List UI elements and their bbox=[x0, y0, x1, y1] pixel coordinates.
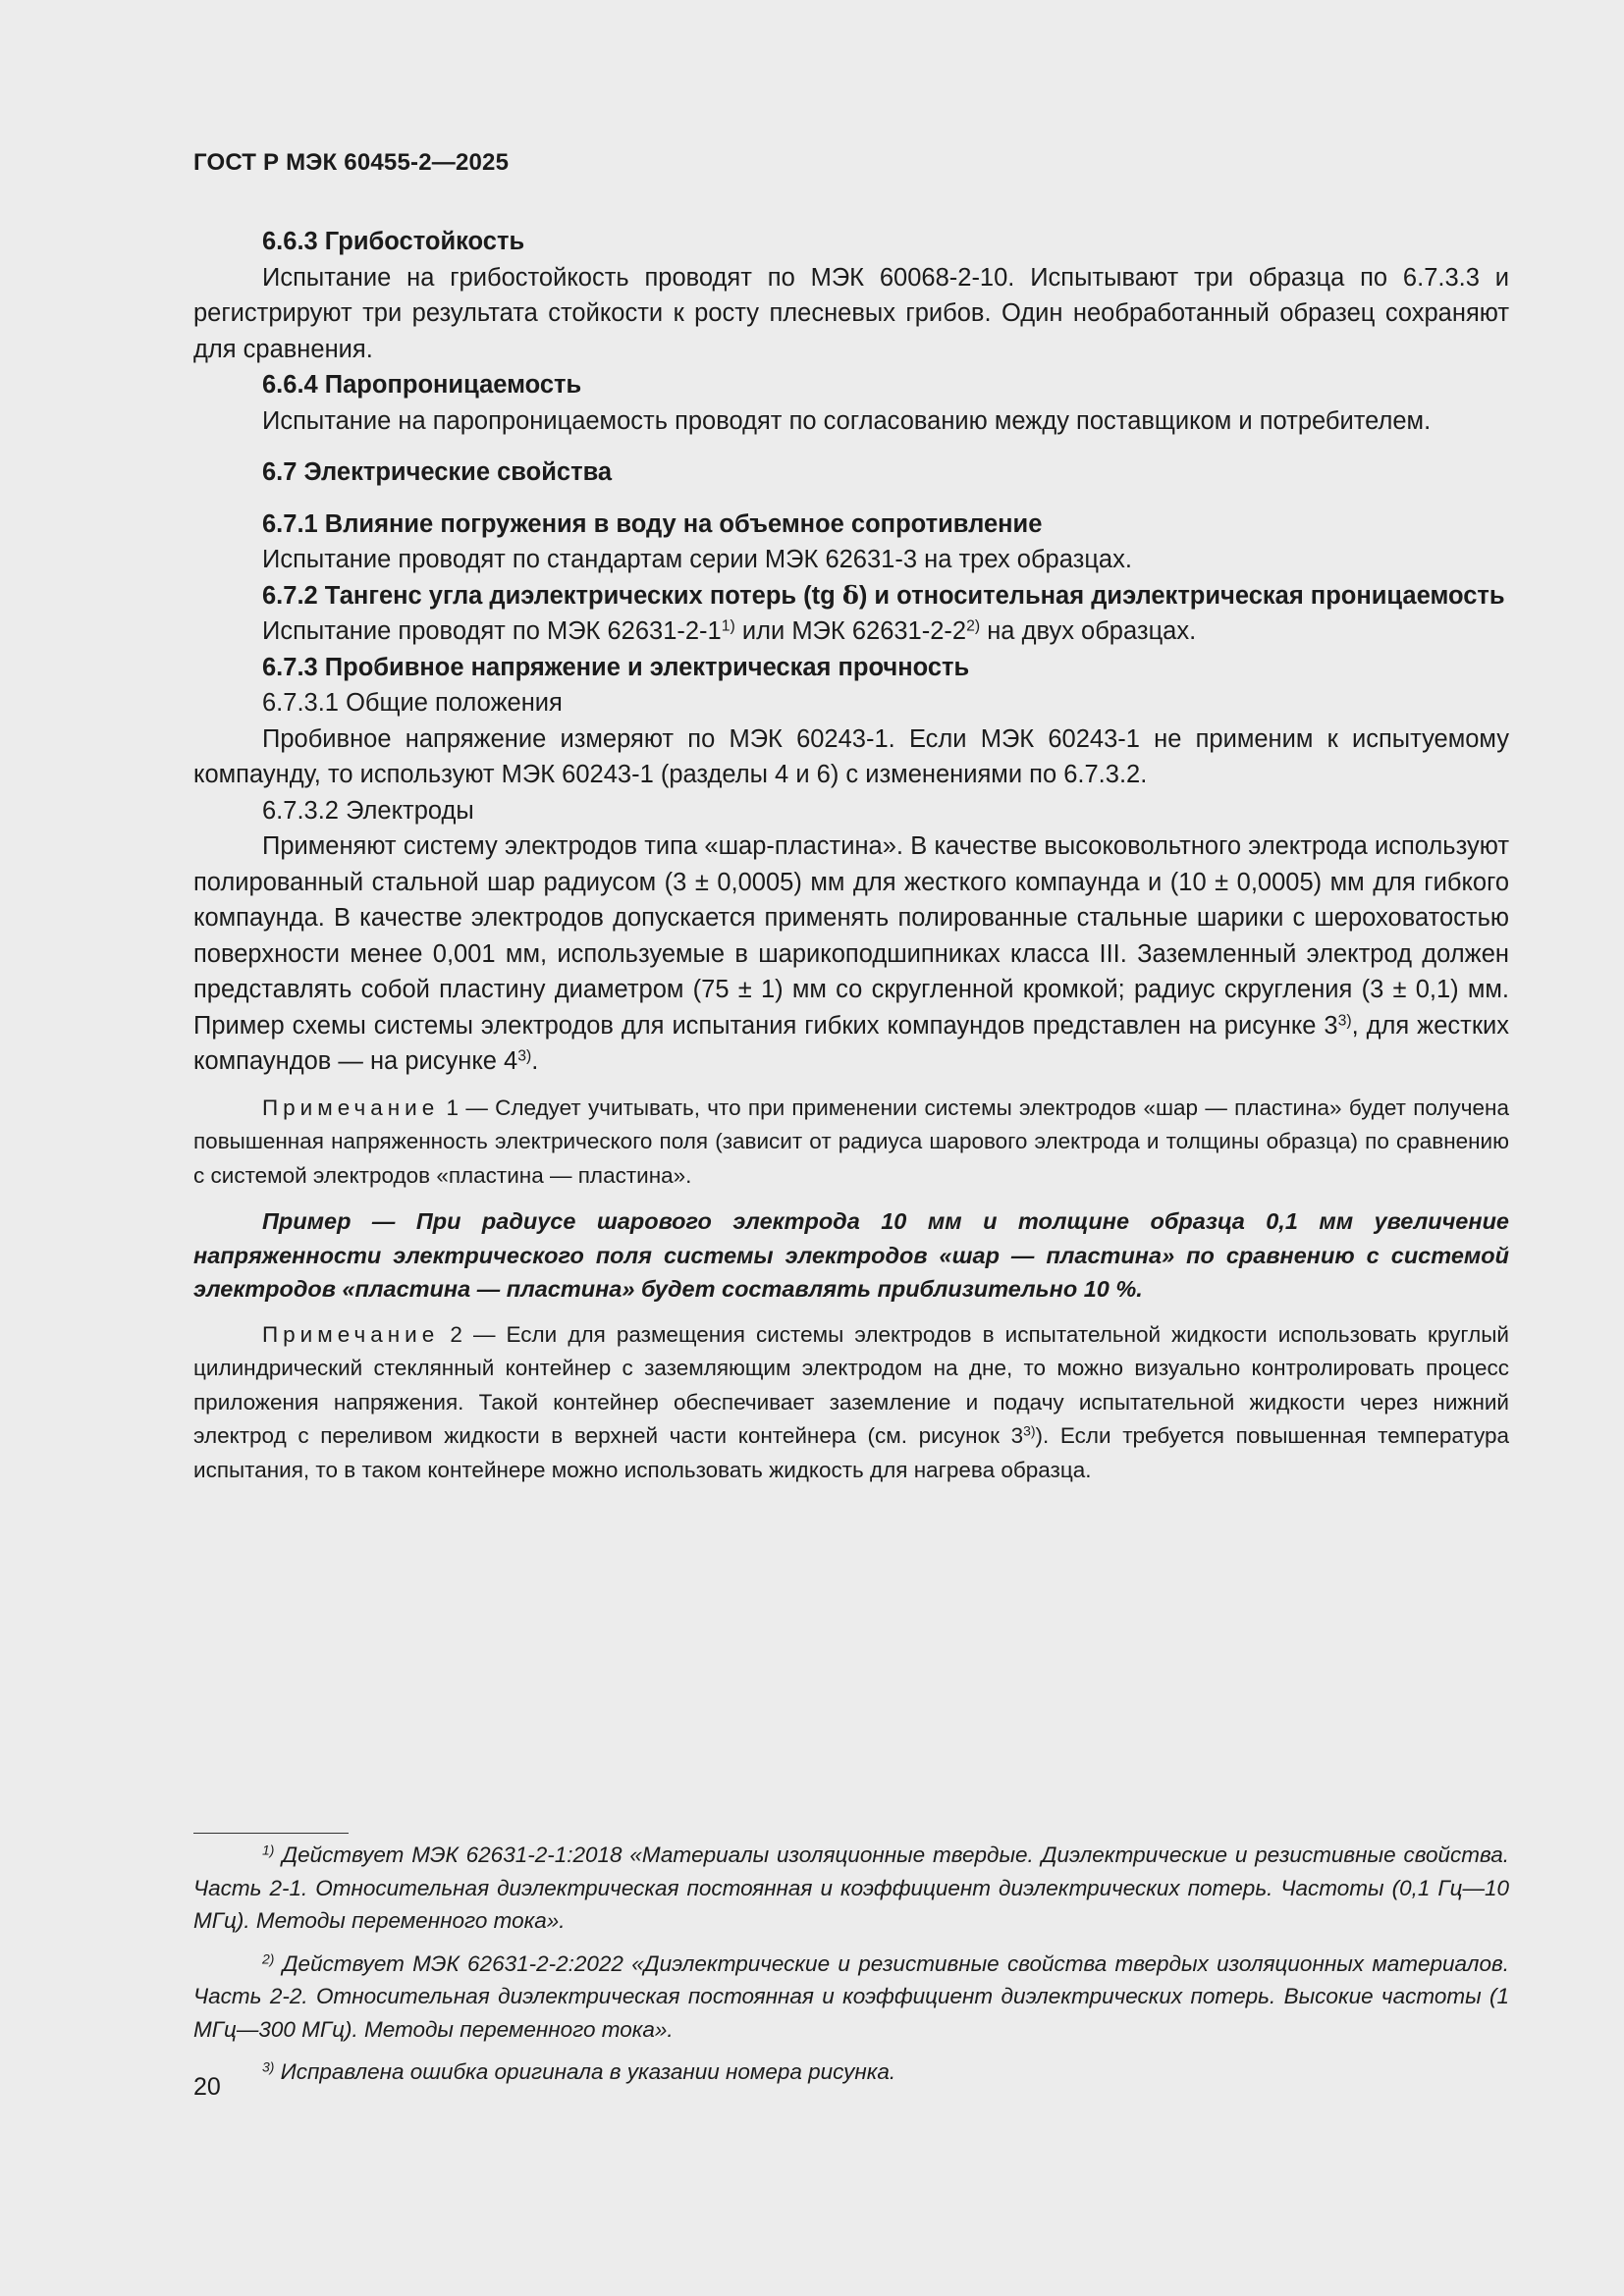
footnote-ref-2[interactable]: 2) bbox=[966, 617, 981, 635]
footnote-3: $^{3)}$ Исправлена ошибка оригинала в указании номера рисунка. bbox=[262, 2058, 896, 2084]
footnote-separator bbox=[193, 1833, 349, 1834]
example-paragraph: Пример — При радиусе шарового электрода 10 мм и толщине образца 0,1 мм увеличение напряженности электрического поля системы электродов «шар — пластина» по сравнению с системой электродов «пластина — пластина» будет составлять приблизительно 10 %. bbox=[193, 1208, 1509, 1302]
paragraph-6-7-2: Испытание проводят по МЭК 62631-2-1$^{1)}$ или МЭК 62631-2-2$^{2)}$ на двух образцах. bbox=[262, 617, 1197, 645]
paragraph-6-7-3-1: Пробивное напряжение измеряют по МЭК 60243-1. Если МЭК 60243-1 не применим к испытуемому компаунду, то используют МЭК 60243-1 (разделы 4 и 6) с изменениями по 6.7.3.2. bbox=[193, 724, 1509, 788]
paragraph-6-7-1: Испытание проводят по стандартам серии МЭК 62631-3 на трех образцах. bbox=[262, 546, 1132, 573]
heading-6-7-2: 6.7.2 Тангенс угла диэлектрических потерь (tg δ) и относительная диэлектрическая проницаемость bbox=[262, 580, 1505, 611]
heading-6-7-1: 6.7.1 Влияние погружения в воду на объемное сопротивление bbox=[262, 509, 1043, 538]
footnote-ref-3[interactable]: 3) bbox=[1337, 1011, 1352, 1029]
note-2: Примечание 2 — Если для размещения системы электродов в испытательной жидкости использовать круглый цилиндрический стеклянный контейнер с заземляющим электродом на дне, то можно визуально контролировать процесс приложения напряжения. Такой контейнер обеспечивает заземление и подачу испытательной жидкости через нижний электрод с переливом жидкости в верхней части контейнера (см. рисунок 3$^{3)}$). Если требуется повышенная температура испытания, то в таком контейнере можно использовать жидкость для нагрева образца. bbox=[193, 1321, 1509, 1482]
heading-6-7-3: 6.7.3 Пробивное напряжение и электрическая прочность bbox=[262, 653, 970, 681]
document-header: ГОСТ Р МЭК 60455-2—2025 bbox=[193, 149, 510, 176]
paragraph-6-7-3-2: Применяют систему электродов типа «шар-пластина». В качестве высоковольтного электрода используют полированный стальной шар радиусом (3 ± 0,0005) мм для жесткого компаунда и (10 ± 0,0005) мм для гибкого компаунда. В качестве электродов допускается применять полированные стальные шарики с шероховатостью поверхности менее 0,001 мм, используемые в шарикоподшипниках класса III. Заземленный электрод должен представлять собой пластину диаметром (75 ± 1) мм со скругленной кромкой; радиус скругления (3 ± 0,1) мм. Пример схемы системы электродов для испытания гибких компаундов представлен на рисунке 3$^{3)}$, для жестких компаундов — на рисунке 4$^{3)}$. bbox=[193, 832, 1509, 1075]
footnotes bbox=[193, 1839, 1509, 2099]
footnote-ref-3[interactable]: 3) bbox=[517, 1047, 532, 1065]
note-label: Примечание bbox=[262, 1095, 440, 1120]
heading-6-7-3-1: 6.7.3.1 Общие положения bbox=[262, 689, 563, 717]
page-number: 20 bbox=[193, 2073, 221, 2101]
document-body bbox=[193, 224, 1509, 1487]
heading-6-7-3-2: 6.7.3.2 Электроды bbox=[262, 796, 474, 825]
footnote-mark: 2) bbox=[262, 1949, 275, 1966]
note-1: Примечание 1 — Следует учитывать, что при применении системы электродов «шар — пластина» будет получена повышенная напряженность электрического поля (зависит от радиуса шарового электрода и толщины образца) по сравнению с системой электродов «пластина — пластина». bbox=[193, 1095, 1509, 1188]
footnote-mark: 3) bbox=[262, 2058, 275, 2075]
heading-6-6-4: 6.6.4 Паропроницаемость bbox=[262, 371, 582, 399]
paragraph-6-6-4: Испытание на паропроницаемость проводят по согласованию между поставщиком и потребителем. bbox=[262, 406, 1432, 435]
footnote-mark: 1) bbox=[262, 1842, 275, 1858]
footnote-ref-3[interactable]: 3) bbox=[1023, 1422, 1036, 1439]
footnote-2: $^{2)}$ Действует МЭК 62631-2-2:2022 «Диэлектрические и резистивные свойства твердых изоляционных материалов. Часть 2-2. Относительная диэлектрическая постоянная и коэффициент диэлектрических потерь. Высокие частоты (1 МГц—300 МГц). Методы переменного тока». bbox=[193, 1949, 1509, 2042]
heading-6-7: 6.7 Электрические свойства bbox=[262, 458, 613, 486]
note-label: Примечание bbox=[262, 1321, 440, 1347]
footnote-1: $^{1)}$ Действует МЭК 62631-2-1:2018 «Материалы изоляционные твердые. Диэлектрические и резистивные свойства. Часть 2-1. Относительная диэлектрическая постоянная и коэффициент диэлектрических потерь. Частоты (0,1 Гц—10 МГц). Методы переменного тока». bbox=[193, 1842, 1509, 1933]
delta-symbol: δ bbox=[841, 580, 859, 611]
heading-6-6-3: 6.6.3 Грибостойкость bbox=[262, 228, 525, 255]
footnote-ref-1[interactable]: 1) bbox=[721, 617, 735, 635]
paragraph-6-6-3: Испытание на грибостойкость проводят по МЭК 60068-2-10. Испытывают три образца по 6.7.3.3 и регистрируют три результата стойкости к росту плесневых грибов. Один необработанный образец сохраняют для сравнения. bbox=[193, 263, 1509, 363]
